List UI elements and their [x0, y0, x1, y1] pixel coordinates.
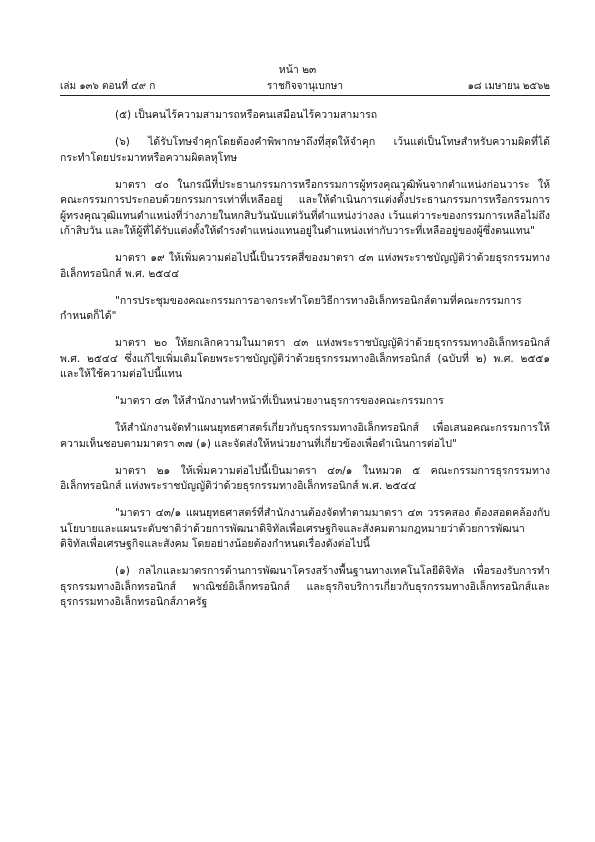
paragraph: "มาตรา ๔๓/๑ แผนยุทธศาสตร์ที่สำนักงานต้องจัดทำตามมาตรา ๔๓ วรรคสอง ต้องสอดคล้องกับนโยบายและแผนระดับชาติว่าด้วยการพัฒนาดิจิทัลเพื่อเศรษฐกิจและสังคมตามกฎหมายว่าด้วยการพัฒนาดิจิทัลเพื่อเศรษฐกิจและสังคม โดยอย่างน้อยต้องกำหนดเรื่องดังต่อไปนี้	[60, 507, 550, 550]
paragraph: (๕) เป็นคนไร้ความสามารถหรือคนเสมือนไร้ความสามารถ	[115, 109, 378, 121]
paragraph: มาตรา ๔๐ ในกรณีที่ประธานกรรมการหรือกรรมการผู้ทรงคุณวุฒิพ้นจากตำแหน่งก่อนวาระ ให้คณะกรรมการประกอบด้วยกรรมการเท่าที่เหลืออยู่ และให้ดำเนินการแต่งตั้งประธานกรรมการหรือกรรมการผู้ทรงคุณวุฒิแทนตำแหน่งที่ว่างภายในหกสิบวันนับแต่วันที่ตำแหน่งว่างลง เว้นแต่วาระของกรรมการเหลือไม่ถึงเก้าสิบวัน และให้ผู้ที่ได้รับแต่งตั้งให้ดำรงตำแหน่งแทนอยู่ในตำแหน่งเท่ากับวาระที่เหลืออยู่ของผู้ซึ่งตนแทน"	[60, 178, 550, 237]
paragraph: (๖) ได้รับโทษจำคุกโดยต้องคำพิพากษาถึงที่สุดให้จำคุก เว้นแต่เป็นโทษสำหรับความผิดที่ได้กระทำโดยประมาทหรือความผิดลหุโทษ	[60, 136, 550, 164]
running-header	[60, 79, 550, 93]
paragraph: มาตรา ๒๑ ให้เพิ่มความต่อไปนี้เป็นมาตรา ๔๓/๑ ในหมวด ๕ คณะกรรมการธุรกรรมทางอิเล็กทรอนิกส์ แห่งพระราชบัญญัติว่าด้วยธุรกรรมทางอิเล็กทรอนิกส์ พ.ศ. ๒๕๔๔	[60, 464, 550, 492]
paragraph: "การประชุมของคณะกรรมการอาจกระทำโดยวิธีการทางอิเล็กทรอนิกส์ตามที่คณะกรรมการกำหนดก็ได้"	[60, 294, 522, 322]
paragraph: "มาตรา ๔๓ ให้สำนักงานทำหน้าที่เป็นหน่วยงานธุรการของคณะกรรมการ	[115, 395, 444, 407]
paragraph: มาตรา ๒๐ ให้ยกเลิกความในมาตรา ๔๓ แห่งพระราชบัญญัติว่าด้วยธุรกรรมทางอิเล็กทรอนิกส์ พ.ศ. ๒๕๔๔ ซึ่งแก้ไขเพิ่มเติมโดยพระราชบัญญัติว่าด้วยธุรกรรมทางอิเล็กทรอนิกส์ (ฉบับที่ ๒) พ.ศ. ๒๕๕๑ และให้ใช้ความต่อไปนี้แทน	[60, 337, 550, 380]
gazette-title: ราชกิจจานุเบกษา	[266, 81, 344, 92]
volume-issue: เล่ม ๑๓๖ ตอนที่ ๔๙ ก	[60, 81, 156, 92]
publication-date: ๑๘ เมษายน ๒๕๖๒	[467, 81, 550, 92]
document-body	[60, 108, 550, 611]
paragraph: มาตรา ๑๙ ให้เพิ่มความต่อไปนี้เป็นวรรคสี่ของมาตรา ๔๓ แห่งพระราชบัญญัติว่าด้วยธุรกรรมทางอิเล็กทรอนิกส์ พ.ศ. ๒๕๔๔	[60, 252, 550, 280]
header-rule	[60, 95, 550, 96]
paragraph: ให้สำนักงานจัดทำแผนยุทธศาสตร์เกี่ยวกับธุรกรรมทางอิเล็กทรอนิกส์ เพื่อเสนอคณะกรรมการให้ความเห็นชอบตามมาตรา ๓๗ (๑) และจัดส่งให้หน่วยงานที่เกี่ยวข้องเพื่อดำเนินการต่อไป"	[60, 422, 550, 450]
page-number: หน้า ๒๓	[278, 64, 317, 76]
paragraph: (๑) กลไกและมาตรการด้านการพัฒนาโครงสร้างพื้นฐานทางเทคโนโลยีดิจิทัล เพื่อรองรับการทำธุรกรรมทางอิเล็กทรอนิกส์ พาณิชย์อิเล็กทรอนิกส์ และธุรกิจบริการเกี่ยวกับธุรกรรมทางอิเล็กทรอนิกส์และธุรกรรมทางอิเล็กทรอนิกส์ภาครัฐ	[60, 565, 550, 608]
